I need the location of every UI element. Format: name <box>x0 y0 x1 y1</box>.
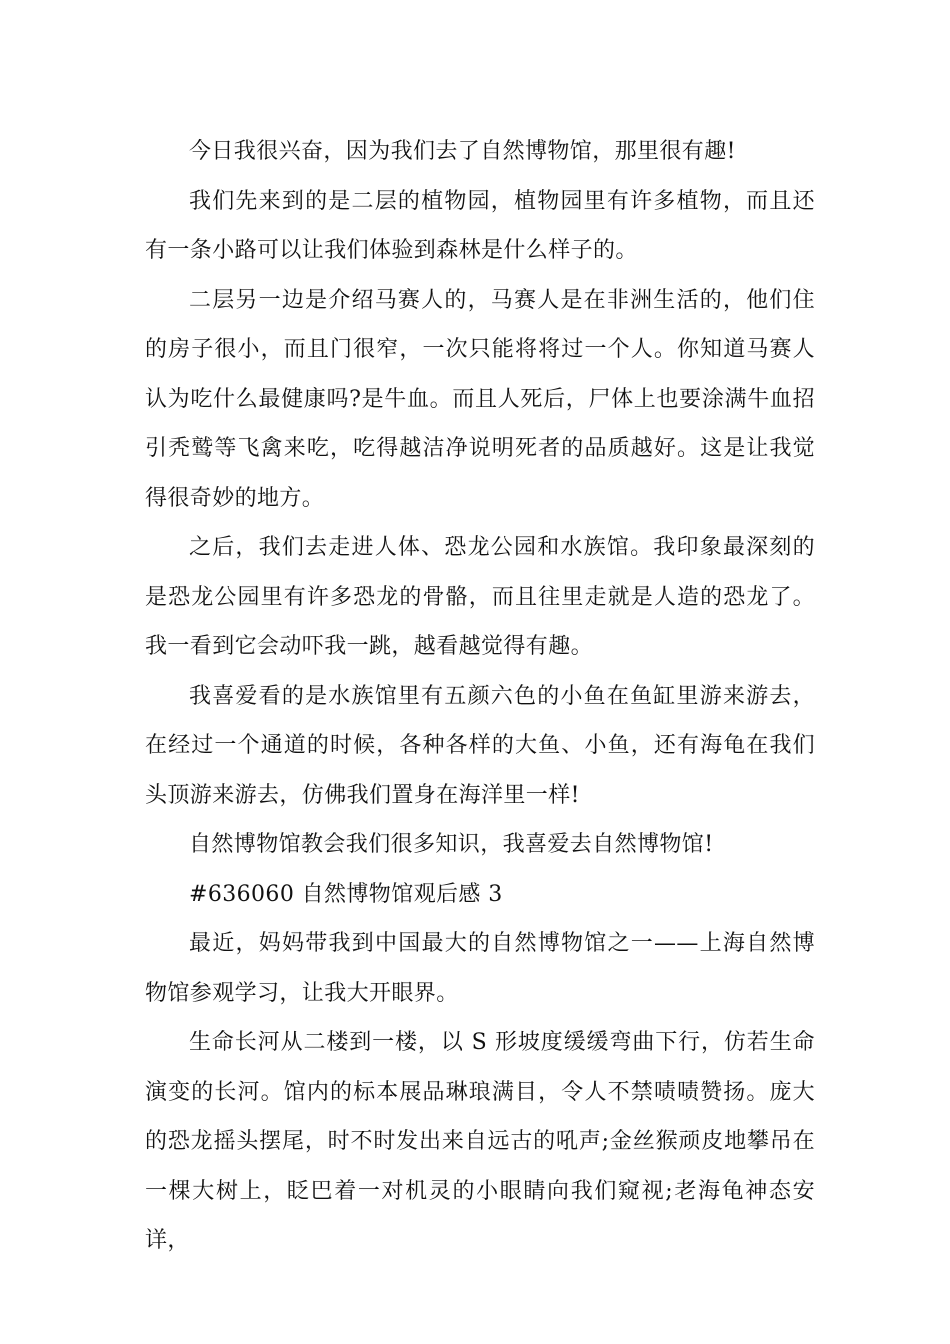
paragraph-intro: 今日我很兴奋，因为我们去了自然博物馆，那里很有趣! <box>189 139 736 164</box>
paragraph-aquarium: 我喜爱看的是水族馆里有五颜六色的小鱼在鱼缸里游来游去，在经过一个通道的时候，各种各样的大鱼、小鱼，还有海龟在我们头顶游来游去，仿佛我们置身在海洋里一样! <box>145 683 815 808</box>
section-heading: #636060 自然博物馆观后感 3 <box>189 881 503 907</box>
paragraph-maasai: 二层另一边是介绍马赛人的，马赛人是在非洲生活的，他们住的房子很小，而且门很窄，一次只能将将过一个人。你知道马赛人认为吃什么最健康吗?是牛血。而且人死后，尸体上也要涂满牛血招引秃鹫等飞禽来吃，吃得越洁净说明死者的品质越好。这是让我觉得很奇妙的地方。 <box>145 287 815 511</box>
paragraph-dinosaur-park: 之后，我们去走进人体、恐龙公园和水族馆。我印象最深刻的是恐龙公园里有许多恐龙的骨骼，而且往里走就是人造的恐龙了。我一看到它会动吓我一跳，越看越觉得有趣。 <box>145 535 815 659</box>
paragraph-conclusion: 自然博物馆教会我们很多知识，我喜爱去自然博物馆! <box>189 832 714 857</box>
paragraph-shanghai-museum: 最近，妈妈带我到中国最大的自然博物馆之一——上海自然博物馆参观学习，让我大开眼界。 <box>145 931 815 1006</box>
paragraph-plant-garden: 我们先来到的是二层的植物园，植物园里有许多植物，而且还有一条小路可以让我们体验到森林是什么样子的。 <box>145 188 815 263</box>
paragraph-river-of-life: 生命长河从二楼到一楼，以 S 形坡度缓缓弯曲下行，仿若生命演变的长河。馆内的标本展品琳琅满目，令人不禁啧啧赞扬。庞大的恐龙摇头摆尾，时不时发出来自远古的吼声;金丝猴顽皮地攀吊在一棵大树上，眨巴着一对机灵的小眼睛向我们窥视;老海龟神态安详， <box>145 1030 815 1253</box>
document-body <box>145 127 815 1266</box>
